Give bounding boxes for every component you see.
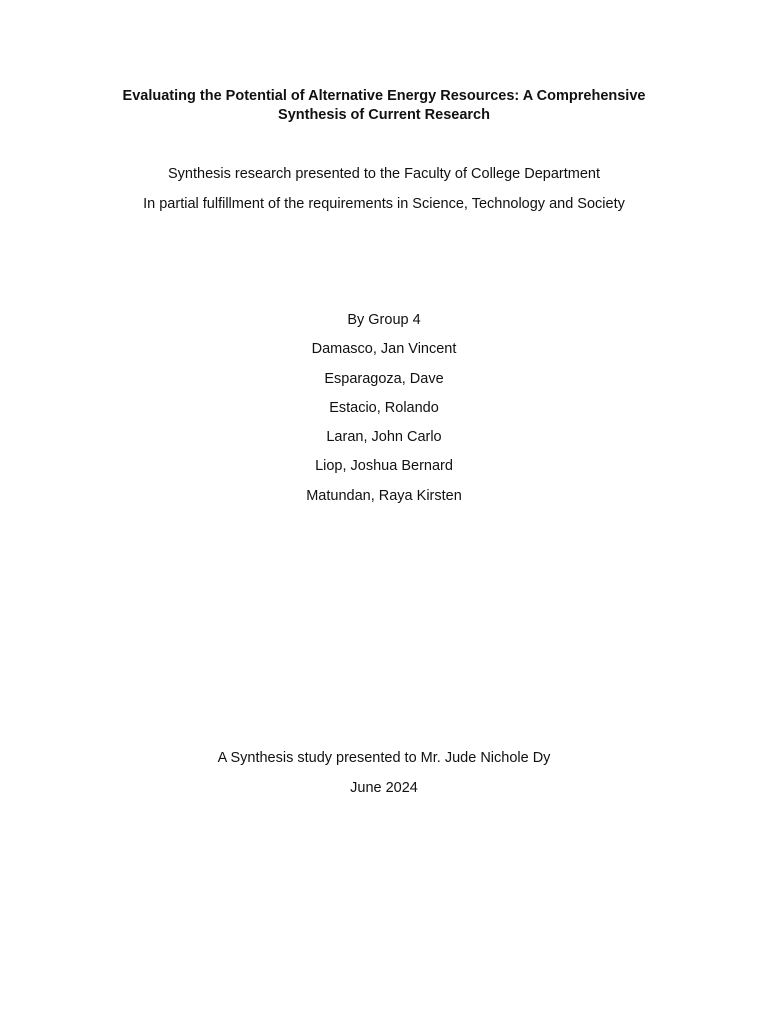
fulfillment-statement: In partial fulfillment of the requirements in Science, Technology and Society	[143, 196, 625, 212]
member-name: Damasco, Jan Vincent	[311, 341, 457, 357]
member-name: Matundan, Raya Kirsten	[306, 488, 462, 504]
member-name: Laran, John Carlo	[326, 429, 442, 445]
member-name: Liop, Joshua Bernard	[315, 458, 453, 474]
group-label: By Group 4	[347, 312, 421, 328]
member-name: Estacio, Rolando	[329, 400, 439, 416]
presented-to-instructor: A Synthesis study presented to Mr. Jude Nichole Dy	[217, 750, 551, 766]
title-line-2: Synthesis of Current Research	[278, 107, 490, 123]
presented-to-faculty: Synthesis research presented to the Faculty of College Department	[167, 166, 600, 182]
title-line-1: Evaluating the Potential of Alternative Energy Resources: A Comprehensive	[122, 88, 646, 104]
document-date: June 2024	[350, 780, 418, 796]
member-name: Esparagoza, Dave	[324, 371, 444, 387]
